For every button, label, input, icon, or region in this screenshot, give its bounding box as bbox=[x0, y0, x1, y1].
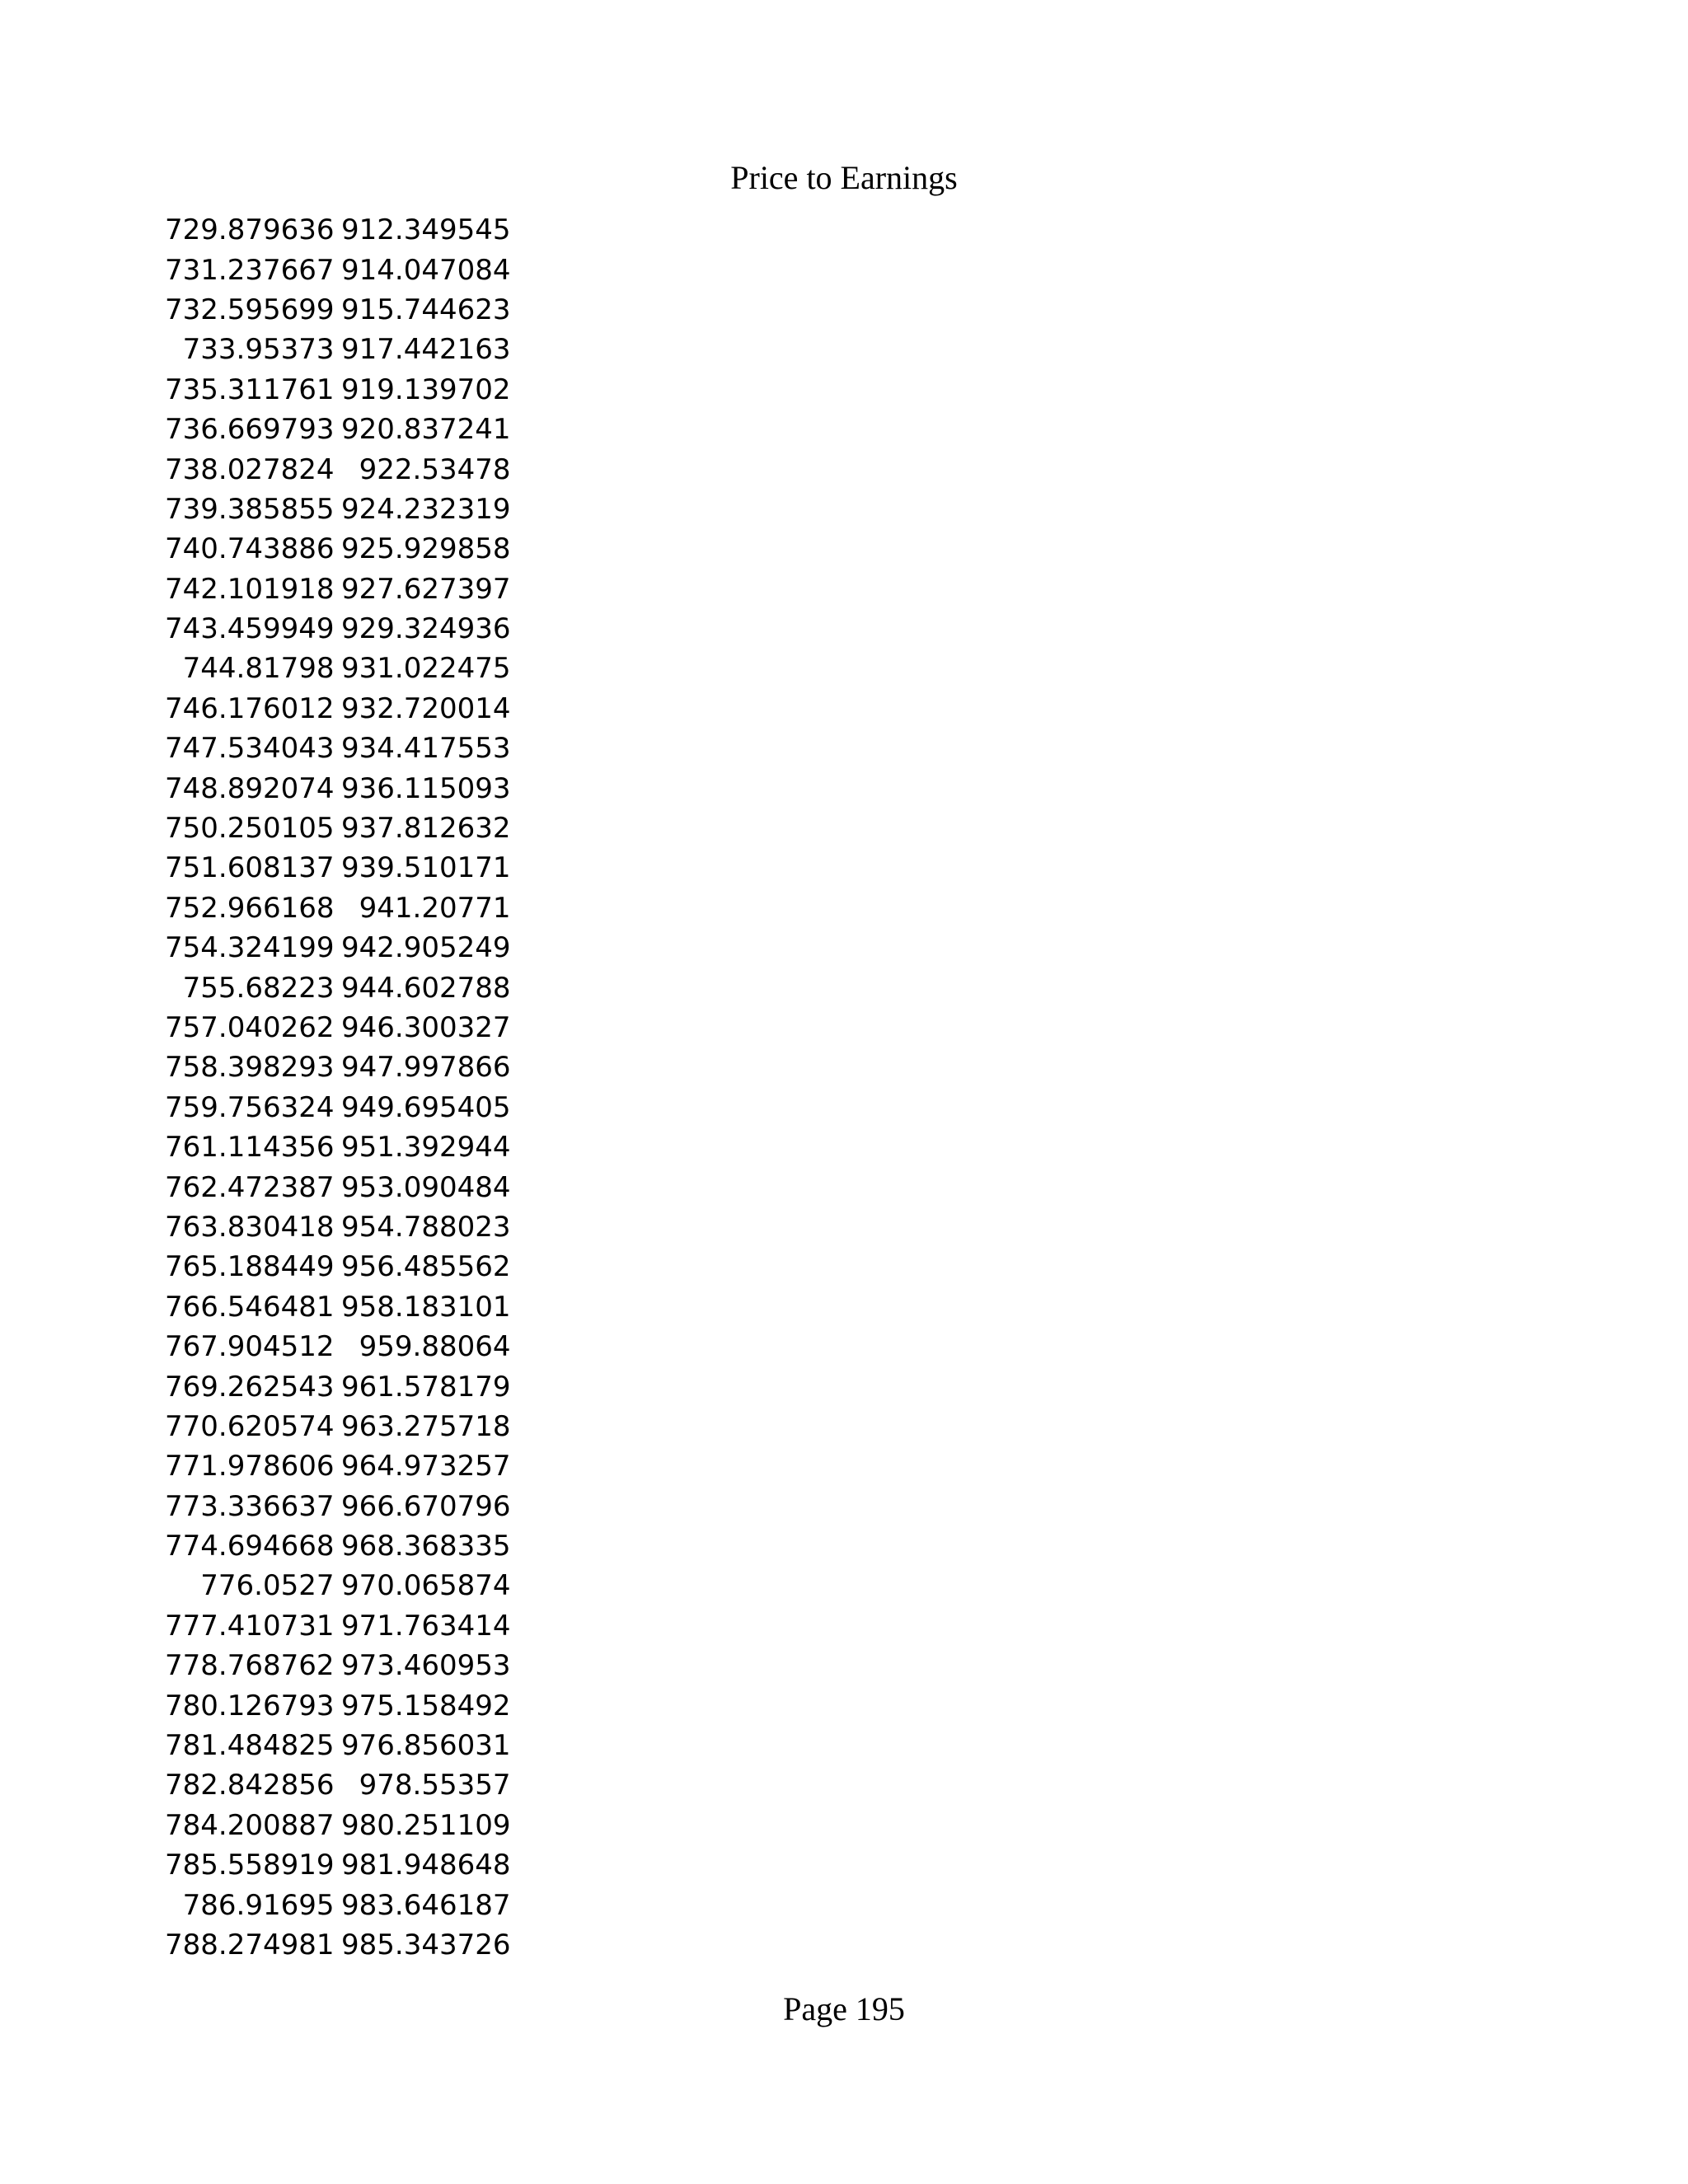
table-cell-col1: 744.81798 bbox=[182, 652, 335, 686]
table-row bbox=[165, 250, 511, 289]
table-cell-col1: 778.768762 bbox=[165, 1649, 335, 1683]
table-cell-col1: 759.756324 bbox=[165, 1090, 335, 1124]
table-cell-col2: 922.53478 bbox=[359, 452, 511, 486]
table-cell-col2: 953.090484 bbox=[341, 1170, 511, 1204]
data-table bbox=[165, 210, 511, 1965]
table-cell-col1: 754.324199 bbox=[165, 931, 335, 965]
table-row bbox=[165, 1008, 511, 1047]
table-cell-col2: 915.744623 bbox=[341, 293, 511, 326]
table-row bbox=[165, 490, 511, 529]
table-cell-col2: 983.646187 bbox=[341, 1888, 511, 1922]
table-cell-col2: 946.300327 bbox=[341, 1011, 511, 1044]
table-row bbox=[165, 330, 511, 369]
table-row bbox=[165, 848, 511, 888]
table-cell-col1: 770.620574 bbox=[165, 1409, 335, 1443]
table-cell-col2: 919.139702 bbox=[341, 373, 511, 406]
table-cell-col2: 961.578179 bbox=[341, 1370, 511, 1404]
table-cell-col1: 769.262543 bbox=[165, 1370, 335, 1404]
table-cell-col2: 956.485562 bbox=[341, 1250, 511, 1284]
table-cell-col1: 750.250105 bbox=[165, 812, 335, 846]
table-cell-col1: 747.534043 bbox=[165, 732, 335, 766]
table-cell-col2: 954.788023 bbox=[341, 1210, 511, 1244]
table-cell-col1: 739.385855 bbox=[165, 492, 335, 526]
table-row bbox=[165, 1247, 511, 1286]
table-cell-col1: 776.0527 bbox=[200, 1569, 335, 1603]
table-cell-col1: 766.546481 bbox=[165, 1290, 335, 1324]
table-row bbox=[165, 609, 511, 649]
table-cell-col1: 751.608137 bbox=[165, 851, 335, 885]
table-cell-col2: 914.047084 bbox=[341, 253, 511, 287]
table-cell-col1: 755.68223 bbox=[182, 971, 335, 1005]
table-row bbox=[165, 1566, 511, 1605]
table-row bbox=[165, 569, 511, 609]
table-cell-col2: 924.232319 bbox=[341, 492, 511, 526]
table-row bbox=[165, 1047, 511, 1087]
table-row bbox=[165, 689, 511, 729]
table-row bbox=[165, 1487, 511, 1526]
table-cell-col2: 920.837241 bbox=[341, 413, 511, 447]
table-cell-col2: 937.812632 bbox=[341, 812, 511, 846]
table-cell-col2: 959.88064 bbox=[359, 1330, 511, 1364]
table-cell-col2: 981.948648 bbox=[341, 1849, 511, 1882]
table-cell-col1: 781.484825 bbox=[165, 1729, 335, 1763]
table-row bbox=[165, 968, 511, 1007]
table-cell-col1: 731.237667 bbox=[165, 253, 335, 287]
table-cell-col2: 912.349545 bbox=[341, 213, 511, 247]
table-cell-col2: 985.343726 bbox=[341, 1928, 511, 1961]
table-row bbox=[165, 410, 511, 449]
table-row bbox=[165, 1088, 511, 1127]
table-cell-col1: 736.669793 bbox=[165, 413, 335, 447]
table-cell-col1: 748.892074 bbox=[165, 771, 335, 805]
table-cell-col2: 958.183101 bbox=[341, 1290, 511, 1324]
table-cell-col2: 941.20771 bbox=[359, 891, 511, 925]
table-cell-col1: 762.472387 bbox=[165, 1170, 335, 1204]
table-cell-col2: 925.929858 bbox=[341, 532, 511, 566]
table-cell-col1: 767.904512 bbox=[165, 1330, 335, 1364]
table-cell-col2: 947.997866 bbox=[341, 1051, 511, 1085]
table-row bbox=[165, 1407, 511, 1446]
table-cell-col2: 936.115093 bbox=[341, 771, 511, 805]
table-cell-col2: 949.695405 bbox=[341, 1090, 511, 1124]
table-cell-col1: 786.91695 bbox=[182, 1888, 335, 1922]
table-cell-col2: 970.065874 bbox=[341, 1569, 511, 1603]
table-row bbox=[165, 928, 511, 968]
table-cell-col1: 729.879636 bbox=[165, 213, 335, 247]
table-cell-col1: 785.558919 bbox=[165, 1849, 335, 1882]
table-row bbox=[165, 729, 511, 768]
table-cell-col1: 774.694668 bbox=[165, 1530, 335, 1563]
table-row bbox=[165, 1925, 511, 1965]
table-row bbox=[165, 1207, 511, 1247]
table-row bbox=[165, 888, 511, 928]
table-cell-col2: 927.627397 bbox=[341, 572, 511, 606]
table-row bbox=[165, 1446, 511, 1486]
table-row bbox=[165, 1845, 511, 1885]
table-cell-col2: 966.670796 bbox=[341, 1489, 511, 1523]
table-cell-col1: 732.595699 bbox=[165, 293, 335, 326]
table-row bbox=[165, 1885, 511, 1924]
table-cell-col2: 968.368335 bbox=[341, 1530, 511, 1563]
table-cell-col1: 757.040262 bbox=[165, 1011, 335, 1044]
table-cell-col2: 975.158492 bbox=[341, 1689, 511, 1722]
table-body bbox=[165, 210, 511, 1965]
table-cell-col2: 973.460953 bbox=[341, 1649, 511, 1683]
table-row bbox=[165, 290, 511, 330]
table-row bbox=[165, 1327, 511, 1366]
table-cell-col2: 964.973257 bbox=[341, 1450, 511, 1483]
table-cell-col2: 932.720014 bbox=[341, 691, 511, 725]
table-cell-col2: 944.602788 bbox=[341, 971, 511, 1005]
table-cell-col1: 771.978606 bbox=[165, 1450, 335, 1483]
table-cell-col1: 784.200887 bbox=[165, 1808, 335, 1842]
table-cell-col1: 773.336637 bbox=[165, 1489, 335, 1523]
table-cell-col1: 777.410731 bbox=[165, 1609, 335, 1643]
table-row bbox=[165, 1526, 511, 1566]
table-cell-col2: 942.905249 bbox=[341, 931, 511, 965]
table-row bbox=[165, 449, 511, 489]
table-row bbox=[165, 1167, 511, 1207]
table-row bbox=[165, 649, 511, 688]
table-cell-col2: 980.251109 bbox=[341, 1808, 511, 1842]
table-row bbox=[165, 210, 511, 250]
table-cell-col1: 743.459949 bbox=[165, 612, 335, 646]
table-cell-col2: 929.324936 bbox=[341, 612, 511, 646]
table-row bbox=[165, 370, 511, 410]
table-cell-col2: 971.763414 bbox=[341, 1609, 511, 1643]
page-number: Page 195 bbox=[783, 1990, 905, 2027]
table-cell-col1: 742.101918 bbox=[165, 572, 335, 606]
table-cell-col2: 976.856031 bbox=[341, 1729, 511, 1763]
table-row bbox=[165, 1685, 511, 1725]
table-row bbox=[165, 1127, 511, 1167]
table-cell-col1: 738.027824 bbox=[165, 452, 335, 486]
table-cell-col2: 934.417553 bbox=[341, 732, 511, 766]
table-row bbox=[165, 529, 511, 569]
table-row bbox=[165, 1287, 511, 1327]
table-cell-col2: 978.55357 bbox=[359, 1769, 511, 1802]
table-cell-col2: 963.275718 bbox=[341, 1409, 511, 1443]
table-cell-col1: 761.114356 bbox=[165, 1131, 335, 1165]
table-row bbox=[165, 768, 511, 808]
table-row bbox=[165, 1366, 511, 1406]
table-cell-col1: 733.95373 bbox=[182, 333, 335, 367]
table-cell-col1: 758.398293 bbox=[165, 1051, 335, 1085]
table-cell-col1: 788.274981 bbox=[165, 1928, 335, 1961]
table-row bbox=[165, 808, 511, 848]
table-cell-col1: 740.743886 bbox=[165, 532, 335, 566]
page-title: Price to Earnings bbox=[730, 159, 958, 196]
table-cell-col1: 765.188449 bbox=[165, 1250, 335, 1284]
table-cell-col1: 780.126793 bbox=[165, 1689, 335, 1722]
table-row bbox=[165, 1806, 511, 1845]
table-cell-col1: 752.966168 bbox=[165, 891, 335, 925]
table-cell-col1: 763.830418 bbox=[165, 1210, 335, 1244]
table-row bbox=[165, 1606, 511, 1646]
table-row bbox=[165, 1646, 511, 1685]
table-cell-col2: 917.442163 bbox=[341, 333, 511, 367]
table-cell-col2: 931.022475 bbox=[341, 652, 511, 686]
table-cell-col1: 782.842856 bbox=[165, 1769, 335, 1802]
table-cell-col1: 746.176012 bbox=[165, 691, 335, 725]
table-cell-col2: 939.510171 bbox=[341, 851, 511, 885]
table-cell-col1: 735.311761 bbox=[165, 373, 335, 406]
table-row bbox=[165, 1765, 511, 1805]
table-row bbox=[165, 1726, 511, 1765]
table-cell-col2: 951.392944 bbox=[341, 1131, 511, 1165]
